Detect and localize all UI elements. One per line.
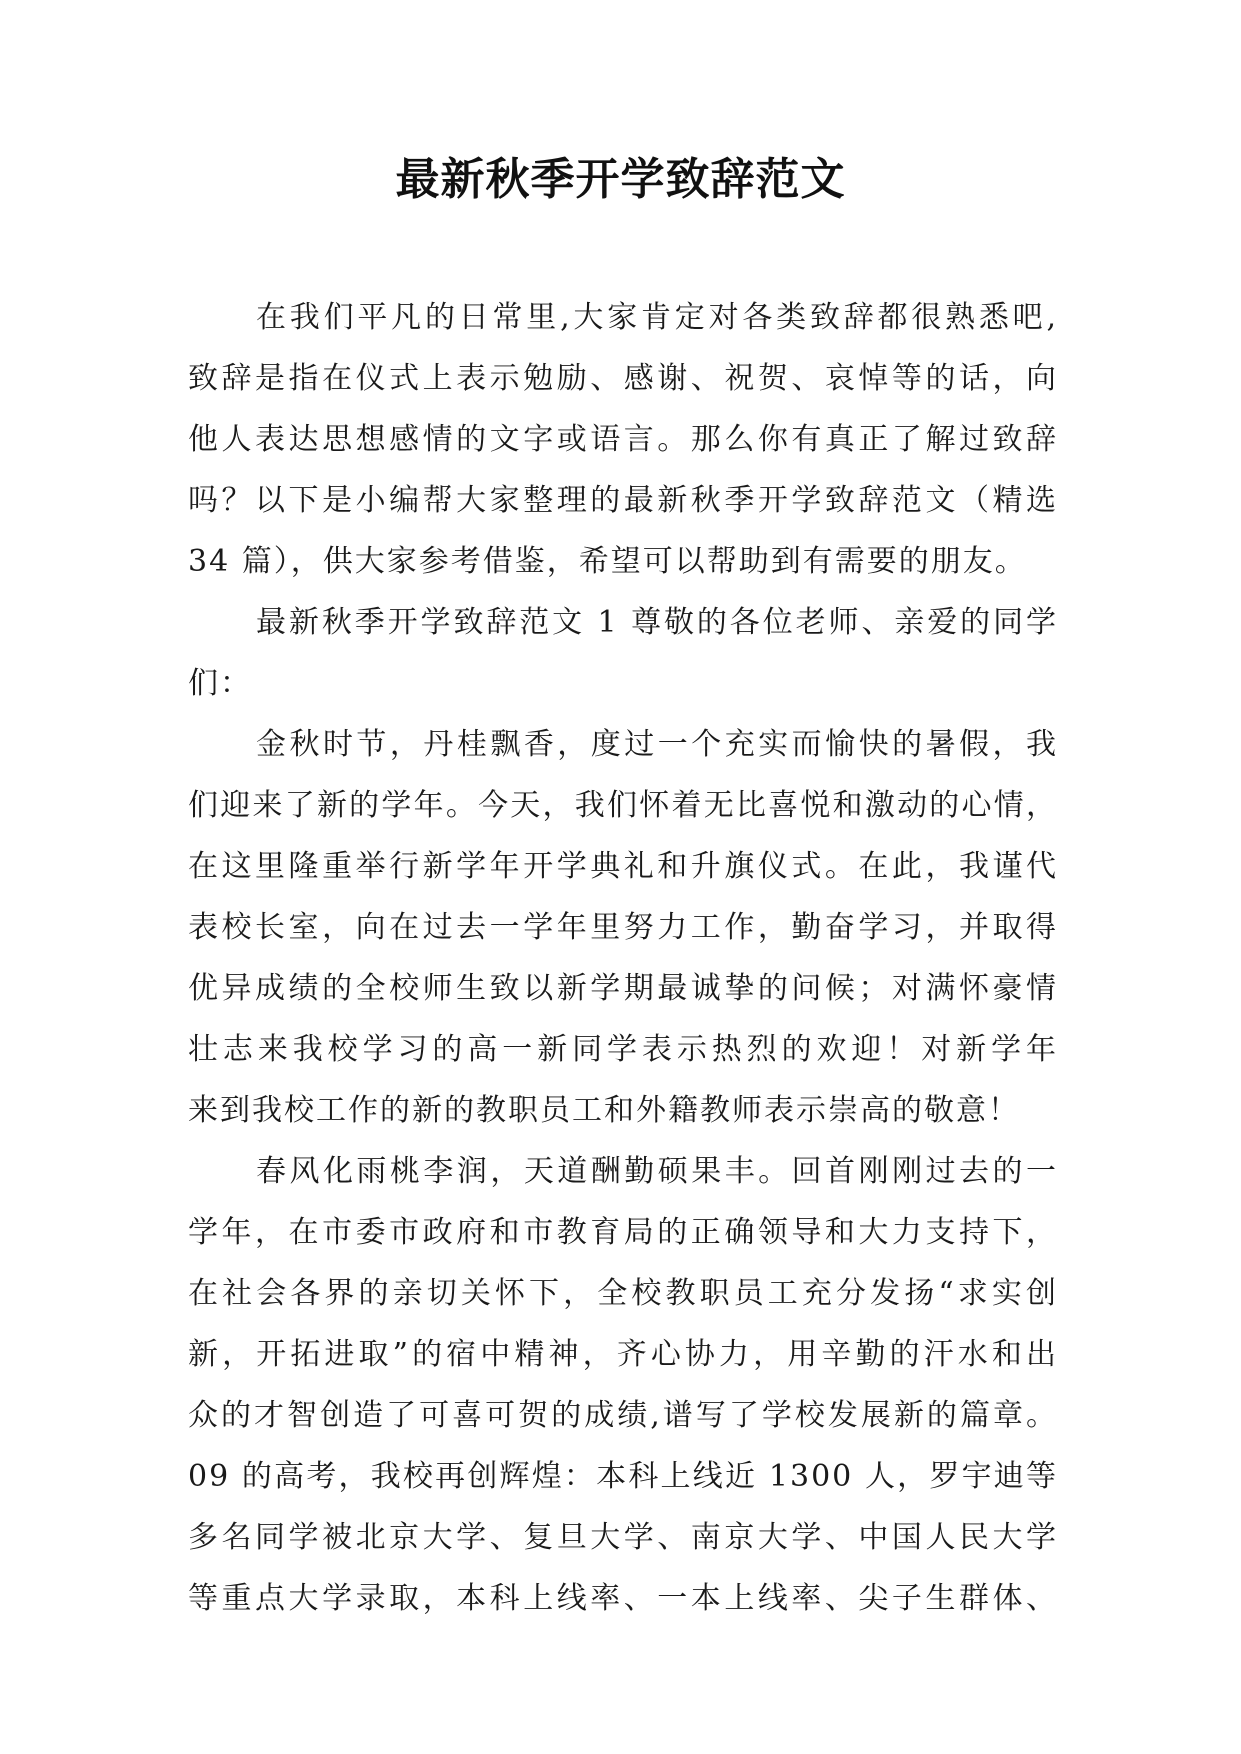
body-text-line: 09 的高考，我校再创辉煌：本科上线近 1300 人，罗宇迪等 <box>188 1459 1058 1494</box>
body-text-line: 春风化雨桃李润，天道酬勤硕果丰。回首刚刚过去的一 <box>256 1154 1058 1189</box>
body-text-line: 学年，在市委市政府和市教育局的正确领导和大力支持下， <box>188 1215 1058 1250</box>
body-text-line: 最新秋季开学致辞范文 1 尊敬的各位老师、亲爱的同学 <box>256 605 1058 640</box>
body-text-line: 等重点大学录取，本科上线率、一本上线率、尖子生群体、 <box>188 1581 1058 1616</box>
document-body <box>188 287 1058 1629</box>
body-text-line: 在我们平凡的日常里,大家肯定对各类致辞都很熟悉吧, <box>256 300 1058 335</box>
body-text-line: 在社会各界的亲切关怀下，全校教职员工充分发扬“求实创 <box>188 1276 1058 1311</box>
body-text-line: 表校长室，向在过去一学年里努力工作，勤奋学习，并取得 <box>188 910 1058 945</box>
body-text-line: 吗？以下是小编帮大家整理的最新秋季开学致辞范文（精选 <box>188 483 1058 518</box>
body-text-line: 优异成绩的全校师生致以新学期最诚挚的问候；对满怀豪情 <box>188 971 1058 1006</box>
body-text-line: 致辞是指在仪式上表示勉励、感谢、祝贺、哀悼等的话，向 <box>188 361 1058 396</box>
body-text-line: 壮志来我校学习的高一新同学表示热烈的欢迎！对新学年 <box>188 1032 1058 1067</box>
document-title: 最新秋季开学致辞范文 <box>395 154 846 205</box>
body-text-line: 新，开拓进取”的宿中精神，齐心协力，用辛勤的汗水和出 <box>188 1337 1058 1372</box>
body-text-line: 他人表达思想感情的文字或语言。那么你有真正了解过致辞 <box>188 422 1058 457</box>
body-text-line: 多名同学被北京大学、复旦大学、南京大学、中国人民大学 <box>188 1520 1058 1555</box>
body-text-line: 34 篇），供大家参考借鉴，希望可以帮助到有需要的朋友。 <box>188 544 1027 579</box>
body-text-line: 们： <box>188 666 252 701</box>
body-text-line: 们迎来了新的学年。今天，我们怀着无比喜悦和激动的心情， <box>188 788 1058 823</box>
body-text-line: 在这里隆重举行新学年开学典礼和升旗仪式。在此，我谨代 <box>188 849 1058 884</box>
body-text-line: 众的才智创造了可喜可贺的成绩,谱写了学校发展新的篇章。 <box>188 1398 1058 1433</box>
body-text-line: 金秋时节，丹桂飘香，度过一个充实而愉快的暑假，我 <box>256 727 1058 762</box>
body-text-line: 来到我校工作的新的教职员工和外籍教师表示崇高的敬意！ <box>188 1093 1020 1128</box>
